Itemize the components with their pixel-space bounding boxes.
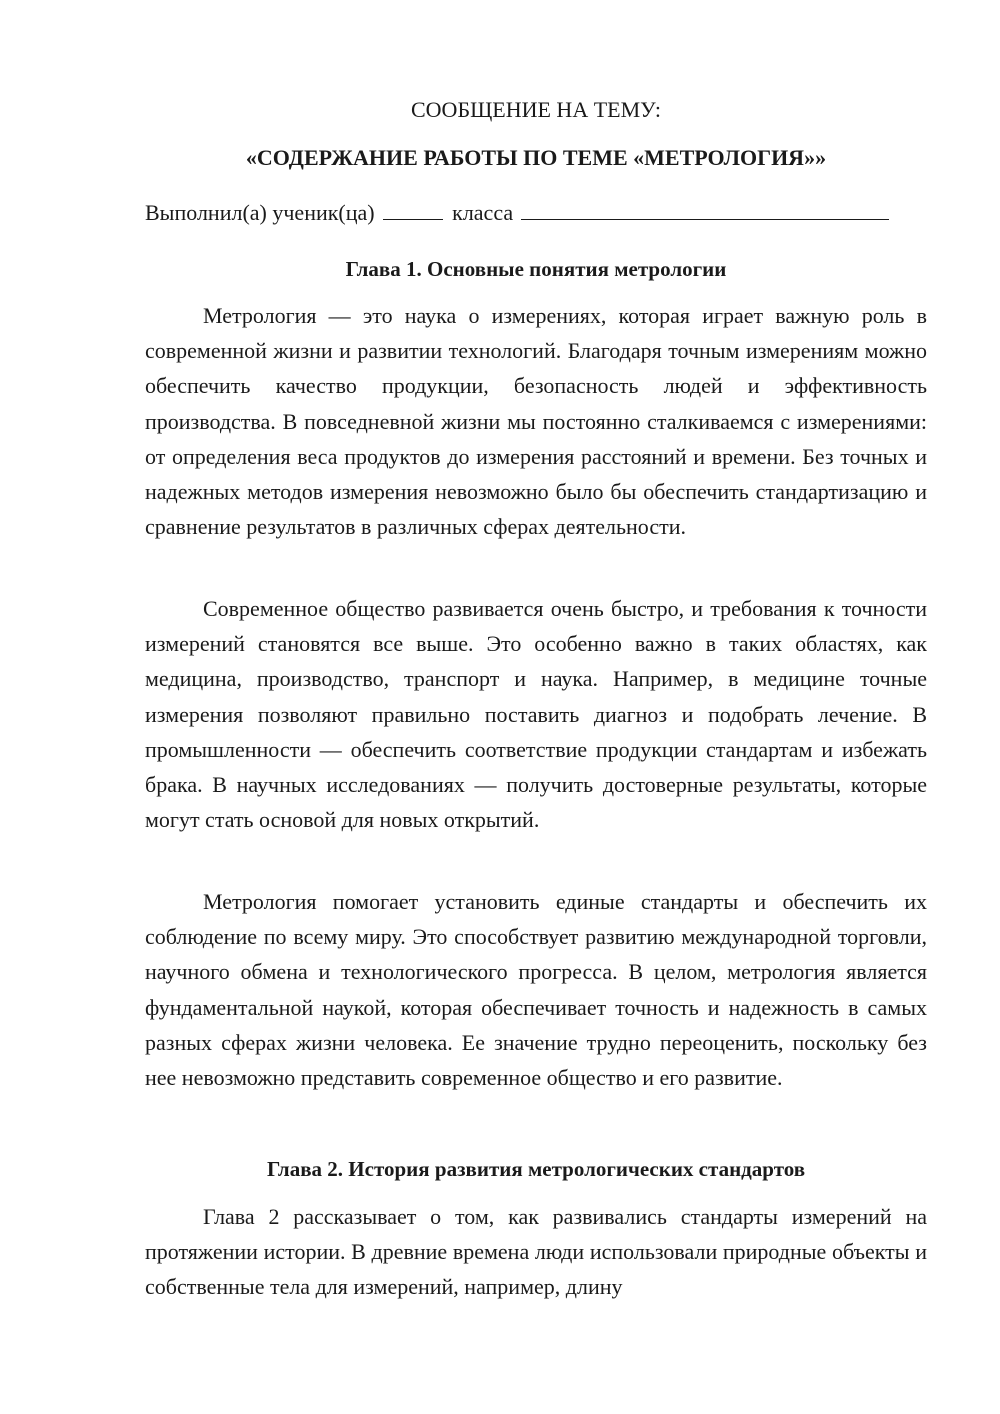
chapter-1-title: Глава 1. Основные понятия метрологии	[345, 257, 727, 281]
student-name-blank	[521, 199, 889, 220]
chapter-1-paragraph-2: Современное общество развивается очень быстро, и требования к точности измерений становятся все выше. Это особенно важно в таких областях, как медицина, производство, транспорт и наука. Например, в медицине точные измерения позволяют правильно поставить диагноз и подобрать лечение. В промышленности — обеспечить соответствие продукции стандартам и избежать брака. В научных исследованиях — получить достоверные результаты, которые могут стать основой для новых открытий.	[145, 596, 927, 833]
student-label: Выполнил(а) ученик(ца)	[145, 200, 375, 225]
chapter-2-paragraph-1: Глава 2 рассказывает о том, как развивались стандарты измерений на протяжении истории. В древние времена люди использовали природные объекты и собственные тела для измерений, например, длину	[145, 1204, 927, 1300]
chapter-2-title: Глава 2. История развития метрологических стандартов	[266, 1157, 806, 1181]
class-number-blank	[383, 199, 443, 220]
document-title: «СОДЕРЖАНИЕ РАБОТЫ ПО ТЕМЕ «МЕТРОЛОГИЯ»»	[245, 145, 827, 170]
student-info-line	[145, 199, 927, 227]
chapter-1-paragraph-1: Метрология — это наука о измерениях, которая играет важную роль в современной жизни и развитии технологий. Благодаря точным измерениям можно обеспечить качество продукции, безопасность людей и эффективность производства. В повседневной жизни мы постоянно сталкиваемся с измерениями: от определения веса продуктов до измерения расстояний и времени. Без точных и надежных методов измерения невозможно было бы обеспечить стандартизацию и сравнение результатов в различных сферах деятельности.	[145, 303, 927, 540]
class-label: класса	[452, 200, 514, 225]
document-header-line1: СООБЩЕНИЕ НА ТЕМУ:	[411, 97, 661, 122]
chapter-1-paragraph-3: Метрология помогает установить единые стандарты и обеспечить их соблюдение по всему миру. Это способствует развитию международной торговли, научного обмена и технологического прогресса. В целом, метрология является фундаментальной наукой, которая обеспечивает точность и надежность в самых разных сферах жизни человека. Ее значение трудно переоценить, поскольку без нее невозможно представить современное общество и его развитие.	[145, 889, 927, 1091]
